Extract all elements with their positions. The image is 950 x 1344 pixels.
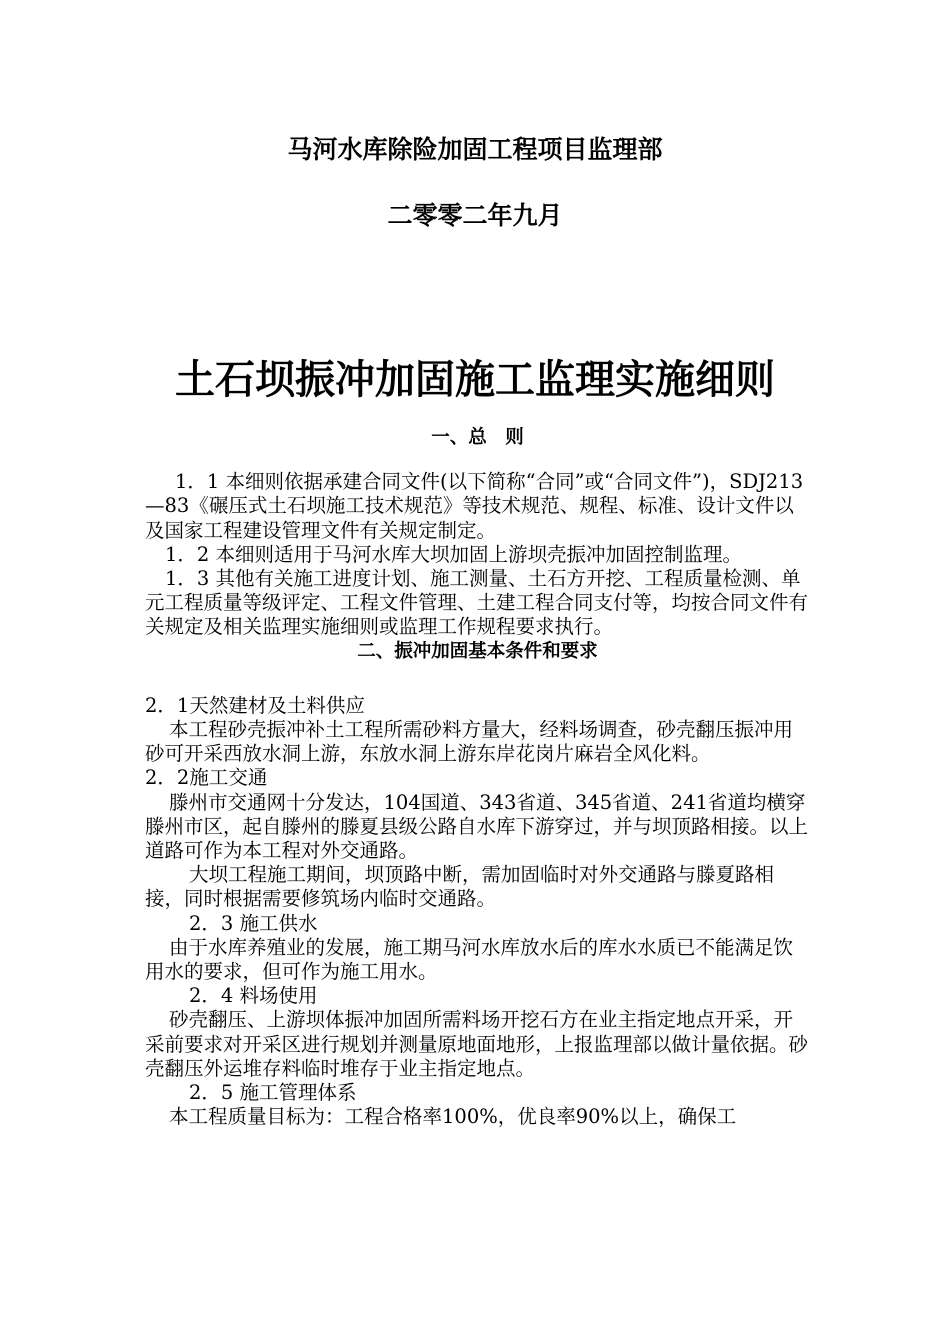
section-2-heading: 二、振冲加固基本条件和要求 <box>357 640 598 662</box>
subsection-2-1-body: 本工程砂壳振冲补土工程所需砂料方量大，经料场调查，砂壳翻压振冲用砂可开采西放水洞上游，东放水洞上游东岸花岗片麻岩全风化料。 <box>145 718 794 766</box>
clause-1-1: 1．1 本细则依据承建合同文件(以下简称“合同”或“合同文件”)，SDJ213—83《碾压式土石坝施工技术规范》等技术规范、规程、标准、设计文件以及国家工程建设管理文件有关规定制定。 <box>145 470 804 542</box>
subsection-2-5-body: 本工程质量目标为：工程合格率100%，优良率90%以上，确保工 <box>169 1105 737 1129</box>
subsection-2-3-body: 由于水库养殖业的发展，施工期马河水库放水后的库水水质已不能满足饮用水的要求，但可作为施工用水。 <box>145 935 794 984</box>
subsection-2-2-body: 滕州市交通网十分发达，104国道、343省道、345省道、241省道均横穿滕州市区，起自滕州的滕夏县级公路自水库下游穿过，并与坝顶路相接。以上道路可作为本工程对外交通路。 <box>145 790 809 863</box>
subsection-2-1-title: 2．1天然建材及土料供应 <box>145 693 365 717</box>
subsection-2-2-title: 2．2施工交通 <box>145 766 268 790</box>
subsection-2-4-title: 2．4 料场使用 <box>189 984 318 1008</box>
spacer <box>145 664 810 694</box>
document-body <box>145 426 810 1129</box>
section-1-heading: 一、总 则 <box>431 427 524 448</box>
subsection-2-2-body-2: 大坝工程施工期间，坝顶路中断，需加固临时对外交通路与滕夏路相接，同时根据需要修筑场内临时交通路。 <box>145 863 775 911</box>
subsection-2-5-title: 2．5 施工管理体系 <box>189 1081 357 1105</box>
subsection-2-4-body: 砂壳翻压、上游坝体振冲加固所需料场开挖石方在业主指定地点开采，开采前要求对开采区进行规划并测量原地面地形，上报监理部以做计量依据。砂壳翻压外运堆存料临时堆存于业主指定地点。 <box>145 1008 809 1080</box>
organization-name: 马河水库除险加固工程项目监理部 <box>287 135 663 164</box>
clause-1-2: 1．2 本细则适用于马河水库大坝加固上游坝壳振冲加固控制监理。 <box>165 542 743 566</box>
spacer <box>145 450 810 470</box>
document-date: 二零零二年九月 <box>387 201 563 230</box>
clause-1-3: 1．3 其他有关施工进度计划、施工测量、土石方开挖、工程质量检测、单元工程质量等级评定、工程文件管理、土建工程合同支付等，均按合同文件有关规定及相关监理实施细则或监理工作规程要求执行。 <box>145 567 809 639</box>
subsection-2-3-title: 2．3 施工供水 <box>189 911 318 935</box>
document-title: 土石坝振冲加固施工监理实施细则 <box>175 356 775 403</box>
